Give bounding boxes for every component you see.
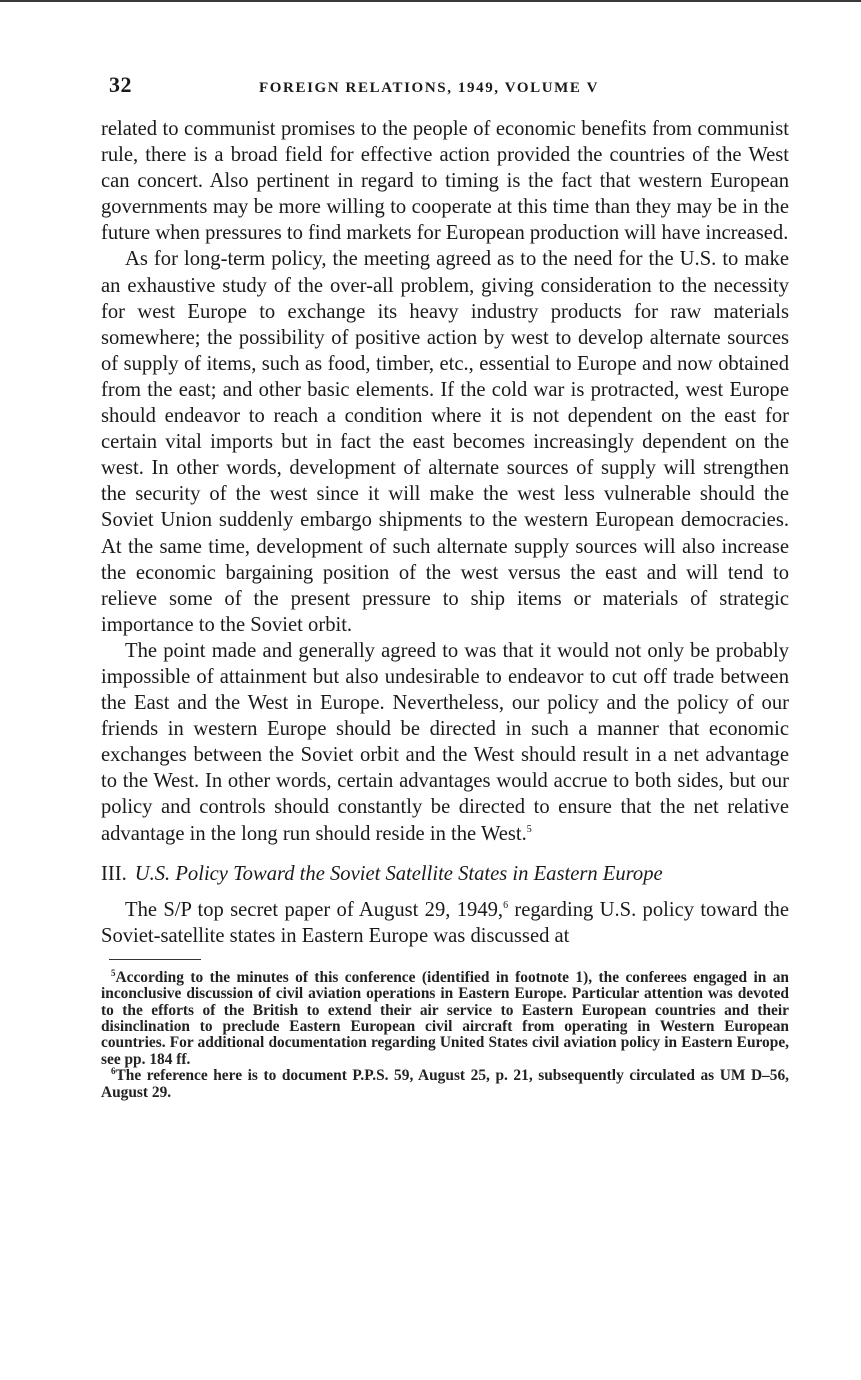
page-top-rule: [0, 0, 861, 2]
running-title: FOREIGN RELATIONS, 1949, VOLUME V: [259, 80, 600, 96]
section-numeral: III.: [101, 862, 127, 885]
footnote-marker: 6: [111, 1066, 116, 1077]
footnote-reference-5[interactable]: 5: [526, 823, 532, 835]
paragraph-text: related to communist promises to the people of economic benefits from communist rule, there is a broad field for effective action provided the countries of the West can concert. Also pertinent in regard to timing is the fact that western European governments may be more willing to cooperate at this time than they may be in the future when pressures to find markets for European production will have increased.: [101, 118, 789, 245]
document-page: [101, 72, 789, 1101]
footnote-reference-6[interactable]: 6: [503, 899, 509, 911]
footnote-marker: 5: [111, 967, 116, 978]
page-number: 32: [109, 72, 132, 97]
paragraph-text-after-ref: regarding U.S. policy toward the Soviet-satellite states in Eastern Europe was discussed at: [101, 898, 789, 947]
footnote-6: [101, 1068, 789, 1101]
paragraph-text-before-ref: The S/P top secret paper of August 29, 1949,: [125, 898, 504, 921]
paragraph-trade-east-west: [101, 638, 789, 847]
paragraph-text: As for long-term policy, the meeting agreed as to the need for the U.S. to make an exhaustive study of the over-all problem, giving consideration to the necessity for west Europe to exchange its heavy industry products for raw materials somewhere; the possibility of positive action by west to develop alternate sources of supply of items, such as food, timber, etc., essential to Europe and now obtained from the east; and other basic elements. If the cold war is protracted, west Europe should endeavor to reach a condition where it is not dependent on the east for certain vital imports but in fact the east becomes increasingly dependent on the west. In other words, development of alternate sources of supply will strengthen the security of the west since it will make the west less vulnerable should the Soviet Union suddenly embargo shipments to the western European democracies. At the same time, development of such alternate supply sources will also increase the economic bargaining position of the west versus the east and will tend to relieve some of the present pressure to ship items or materials of strategic importance to the Soviet orbit.: [101, 248, 789, 636]
footnotes: [101, 967, 789, 1101]
paragraph-continued: [101, 116, 789, 246]
paragraph-sp-paper: [101, 897, 789, 949]
footnote-divider: [109, 959, 201, 960]
paragraph-long-term-policy: [101, 246, 789, 637]
body-text: [101, 116, 789, 949]
section-heading: [101, 861, 789, 887]
footnote-text: The reference here is to document P.P.S. 59, August 25, p. 21, subsequently circulated as UM D–56, August 29.: [101, 1067, 789, 1101]
paragraph-text: The point made and generally agreed to was that it would not only be probably impossible of attainment but also undesirable to endeavor to cut off trade between the East and the West in Europe. Nevertheless, our policy and the policy of our friends in western Europe should be directed in such a manner that economic exchanges between the Soviet orbit and the West should result in a net advantage to the West. In other words, certain advantages would accrue to both sides, but our policy and controls should constantly be directed to ensure that the net relative advantage in the long run should reside in the West.: [101, 639, 789, 845]
footnote-5: [101, 967, 789, 1068]
footnote-text: According to the minutes of this conference (identified in footnote 1), the conferees engaged in an inconclusive discussion of civil aviation operations in Eastern Europe. Particular attention was devoted to the efforts of the British to extend their air service to Eastern European countries and their disinclination to preclude Eastern European civil aircraft from operating in Western European countries. For additional documentation regarding United States civil aviation policy in Eastern Europe, see pp. 184 ff.: [101, 968, 789, 1068]
running-head: [101, 72, 789, 106]
section-title: U.S. Policy Toward the Soviet Satellite States in Eastern Europe: [134, 862, 663, 885]
